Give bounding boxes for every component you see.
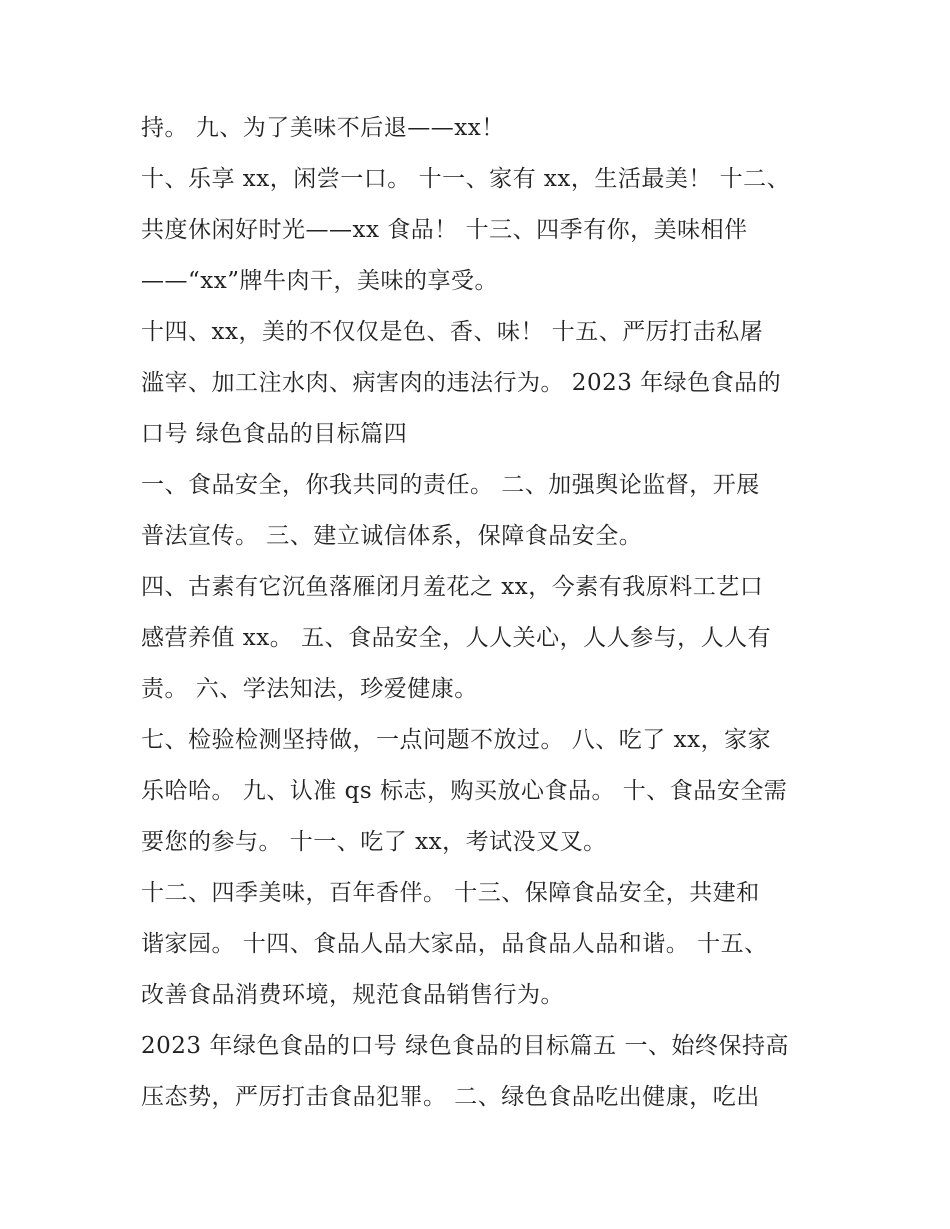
text-line: 四、古素有它沉鱼落雁闭月羞花之 xx，今素有我原料工艺口: [141, 574, 764, 600]
text-line: 共度休闲好时光——xx 食品！ 十三、四季有你，美味相伴: [141, 217, 748, 243]
text-line: ——“xx”牌牛肉干，美味的享受。: [141, 268, 498, 294]
text-line: 要您的参与。 十一、吃了 xx，考试没叉叉。: [141, 829, 607, 855]
text-line: 七、检验检测坚持做，一点问题不放过。 八、吃了 xx，家家: [141, 727, 772, 753]
text-line: 口号 绿色食品的目标篇四: [141, 421, 408, 447]
text-line: 感营养值 xx。 五、食品安全，人人关心，人人参与，人人有: [141, 625, 772, 651]
text-line: 压态势，严厉打击食品犯罪。 二、绿色食品吃出健康，吃出: [141, 1084, 760, 1110]
text-line: 一、食品安全，你我共同的责任。 二、加强舆论监督，开展: [141, 472, 760, 498]
text-line: 乐哈哈。 九、认准 qs 标志，购买放心食品。 十、食品安全需: [141, 778, 788, 804]
text-line: 普法宣传。 三、建立诚信体系，保障食品安全。: [141, 523, 643, 549]
text-line: 十、乐享 xx，闲尝一口。 十一、家有 xx，生活最美！ 十二、: [141, 166, 791, 192]
text-line: 滥宰、加工注水肉、病害肉的违法行为。 2023 年绿色食品的: [141, 370, 782, 396]
text-line: 持。 九、为了美味不后退——xx！: [141, 115, 505, 141]
text-line: 责。 六、学法知法，珍爱健康。: [141, 676, 478, 702]
text-line: 谐家园。 十四、食品人品大家品，品食品人品和谐。 十五、: [141, 931, 768, 957]
text-line: 十四、xx，美的不仅仅是色、香、味！ 十五、严厉打击私屠: [141, 319, 764, 345]
text-line: 十二、四季美味，百年香伴。 十三、保障食品安全，共建和: [141, 880, 760, 906]
text-line: 2023 年绿色食品的口号 绿色食品的目标篇五 一、始终保持高: [141, 1033, 789, 1059]
text-line: 改善食品消费环境，规范食品销售行为。: [141, 982, 564, 1008]
